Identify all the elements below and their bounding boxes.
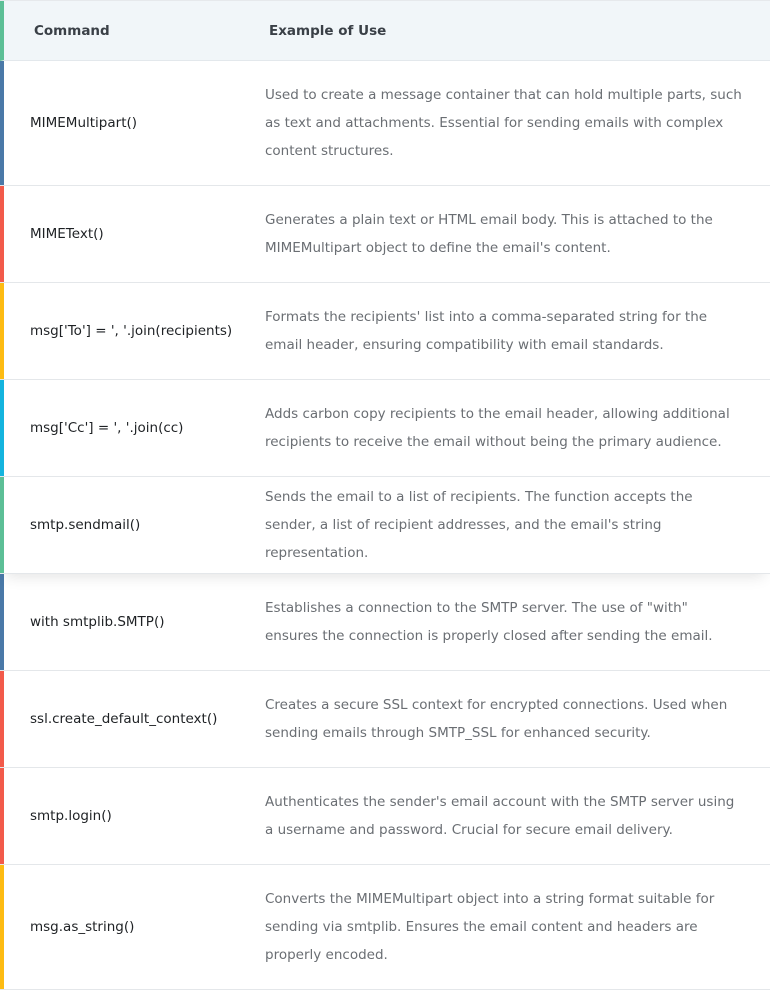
row-accent-stripe — [0, 671, 4, 767]
command-cell: smtp.login() — [30, 808, 112, 824]
table-row — [0, 477, 770, 574]
example-cell: Establishes a connection to the SMTP server. The use of "with" ensures the connection is properly closed after sending the email. — [265, 600, 713, 644]
table-row — [0, 574, 770, 671]
example-cell: Adds carbon copy recipients to the email header, allowing additional recipients to receive the email without being the primary audience. — [265, 406, 730, 450]
row-accent-stripe — [0, 768, 4, 864]
header-command: Command — [34, 22, 110, 39]
table-row — [0, 61, 770, 186]
command-cell: ssl.create_default_context() — [30, 711, 218, 727]
command-cell: msg.as_string() — [30, 919, 135, 935]
command-cell: smtp.sendmail() — [30, 517, 141, 533]
command-cell: msg['Cc'] = ', '.join(cc) — [30, 420, 184, 436]
row-accent-stripe — [0, 186, 4, 282]
row-accent-stripe — [0, 477, 4, 573]
table-row — [0, 865, 770, 990]
row-accent-stripe — [0, 865, 4, 989]
table-row — [0, 768, 770, 865]
table-row — [0, 283, 770, 380]
table-row — [0, 380, 770, 477]
example-cell: Formats the recipients' list into a comma-separated string for the email header, ensuring compatibility with email standards. — [265, 309, 708, 353]
row-accent-stripe — [0, 283, 4, 379]
table-row — [0, 186, 770, 283]
example-cell: Sends the email to a list of recipients. The function accepts the sender, a list of recipient addresses, and the email's string representation. — [265, 489, 693, 561]
command-cell: MIMEMultipart() — [30, 115, 138, 131]
row-accent-stripe — [0, 61, 4, 185]
command-cell: MIMEText() — [30, 226, 104, 242]
table-header — [0, 1, 770, 61]
command-cell: msg['To'] = ', '.join(recipients) — [30, 323, 233, 339]
command-cell: with smtplib.SMTP() — [30, 614, 165, 630]
example-cell: Creates a secure SSL context for encrypted connections. Used when sending emails through SMTP_SSL for enhanced security. — [265, 697, 728, 741]
row-accent-stripe — [0, 380, 4, 476]
table-row — [0, 671, 770, 768]
row-accent-stripe — [0, 574, 4, 670]
header-example: Example of Use — [269, 22, 387, 39]
example-cell: Converts the MIMEMultipart object into a string format suitable for sending via smtplib. Ensures the email content and headers are properly encoded. — [265, 891, 715, 963]
example-cell: Used to create a message container that can hold multiple parts, such as text and attachments. Essential for sending emails with complex content structures. — [265, 87, 742, 159]
example-cell: Generates a plain text or HTML email body. This is attached to the MIMEMultipart object to define the email's content. — [265, 212, 713, 256]
example-cell: Authenticates the sender's email account with the SMTP server using a username and password. Crucial for secure email delivery. — [265, 794, 735, 838]
